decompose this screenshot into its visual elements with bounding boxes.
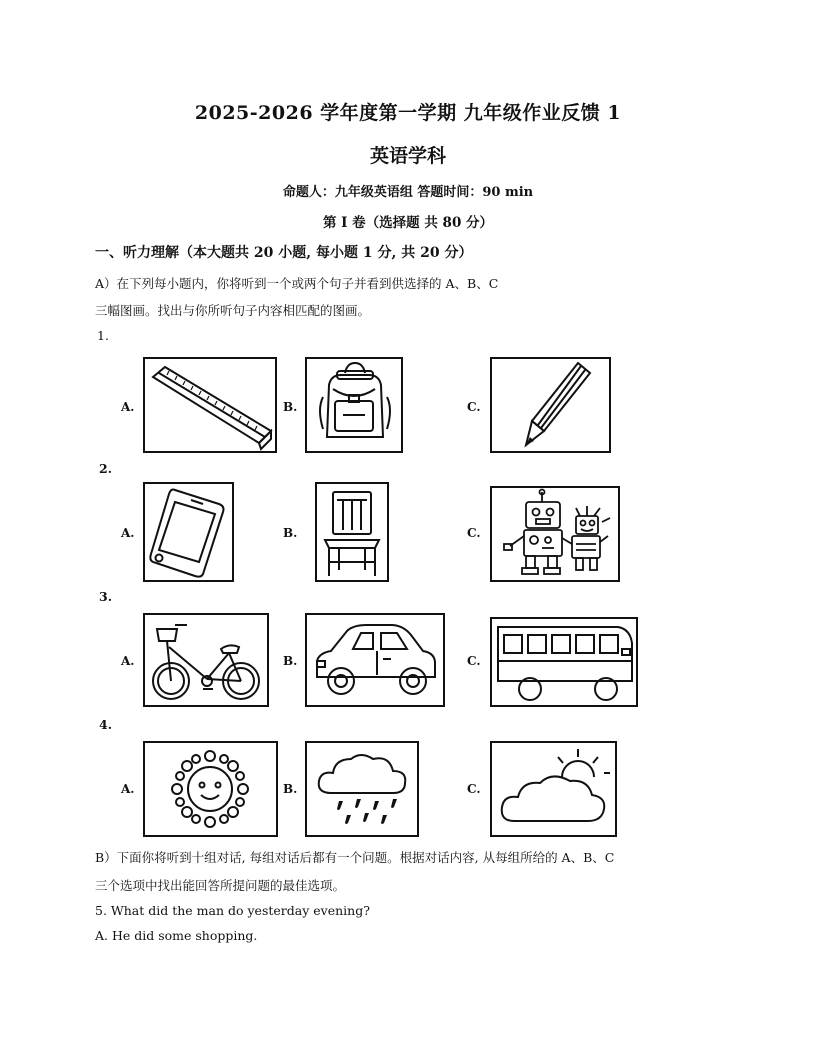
option-label: B. <box>283 400 298 414</box>
bus-icon <box>492 619 636 705</box>
bicycle-picture[interactable] <box>143 613 269 707</box>
option-label: A. <box>121 654 135 668</box>
option-label: B. <box>283 654 298 668</box>
section-heading: 一、听力理解（本大题共 20 小题, 每小题 1 分, 共 20 分） <box>95 245 473 261</box>
bus-picture[interactable] <box>490 617 638 707</box>
mobile-phone-picture[interactable] <box>143 482 234 582</box>
option-label: C. <box>467 526 481 540</box>
part-heading: 第 I 卷（选择题 共 80 分） <box>322 215 494 231</box>
option-label: A. <box>121 782 135 796</box>
exam-title: 2025-2026 学年度第一学期 九年级作业反馈 1 <box>194 102 622 124</box>
rain-cloud-icon <box>307 743 417 835</box>
option-label: B. <box>283 782 298 796</box>
ruler-icon <box>145 359 275 451</box>
option-label: C. <box>467 400 481 414</box>
cloud-with-sun-picture[interactable] <box>490 741 617 837</box>
question-5-option-a[interactable]: A. He did some shopping. <box>95 928 258 943</box>
option-label: C. <box>467 782 481 796</box>
instruction-a-line2: 三幅图画。找出与你所听句子内容相匹配的图画。 <box>95 303 371 318</box>
option-label: B. <box>283 526 298 540</box>
backpack-picture[interactable] <box>305 357 403 453</box>
option-label: A. <box>121 400 135 414</box>
chair-icon <box>317 484 387 580</box>
instruction-b-line2: 三个选项中找出能回答所提问题的最佳选项。 <box>95 878 346 893</box>
robots-icon <box>492 488 618 580</box>
question-number-4: 4. <box>99 717 113 732</box>
backpack-icon <box>307 359 401 451</box>
mobile-phone-icon <box>145 484 232 580</box>
ruler-picture[interactable] <box>143 357 277 453</box>
question-number-2: 2. <box>99 461 113 476</box>
cloud-with-sun-icon <box>492 743 615 835</box>
option-label: A. <box>121 526 135 540</box>
subject-title: 英语学科 <box>369 145 446 167</box>
robots-picture[interactable] <box>490 486 620 582</box>
instruction-b-line1: B）下面你将听到十组对话, 每组对话后都有一个问题。根据对话内容, 从每组所给的 A、B、C <box>95 850 615 865</box>
instruction-a-line1: A）在下列每小题内，你将听到一个或两个句子并看到供选择的 A、B、C <box>95 276 499 291</box>
option-label: C. <box>467 654 481 668</box>
pencil-icon <box>492 359 609 451</box>
exam-meta: 命题人：九年级英语组 答题时间：90 min <box>282 185 534 200</box>
sun-picture[interactable] <box>143 741 278 837</box>
bicycle-icon <box>145 615 267 705</box>
question-5-stem: 5. What did the man do yesterday evening? <box>95 903 370 918</box>
car-icon <box>307 615 443 705</box>
pencil-picture[interactable] <box>490 357 611 453</box>
rain-cloud-picture[interactable] <box>305 741 419 837</box>
car-picture[interactable] <box>305 613 445 707</box>
chair-picture[interactable] <box>315 482 389 582</box>
question-number-3: 3. <box>99 589 113 604</box>
sun-icon <box>145 743 276 835</box>
question-number-1: 1. <box>97 328 109 343</box>
